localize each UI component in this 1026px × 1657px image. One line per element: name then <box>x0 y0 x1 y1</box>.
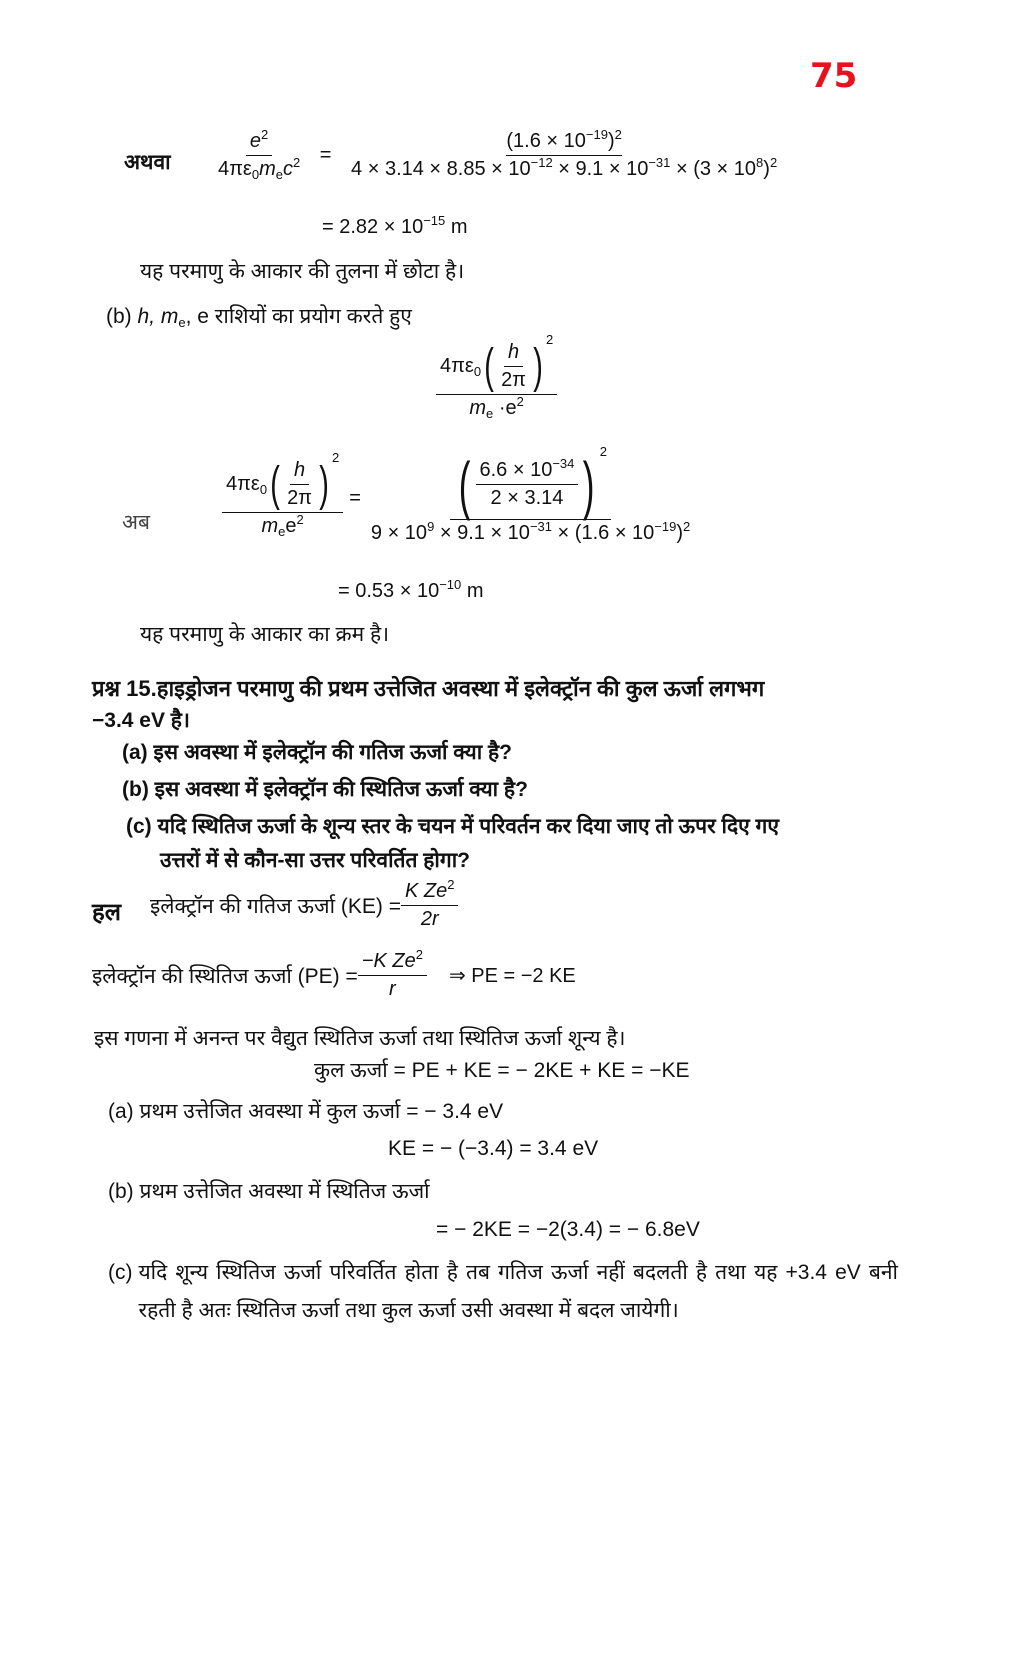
paren: ) <box>607 130 615 152</box>
exp: −10 <box>439 577 462 592</box>
label: (c) <box>108 1261 133 1284</box>
question-15-line2: −3.4 eV है। <box>92 709 190 732</box>
formula-classical-radius <box>214 127 781 182</box>
text: × (1.6 × 10 <box>552 521 655 544</box>
exp: 2 <box>261 127 269 142</box>
h-over-2pi <box>497 341 530 392</box>
text: इस अवस्था में इलेक्ट्रॉन की गतिज ऊर्जा क्या है? <box>153 741 512 764</box>
exp: 2 <box>769 155 778 170</box>
exp: 2 <box>545 332 554 347</box>
var-c: c <box>282 158 293 180</box>
den: 2π <box>287 487 312 510</box>
question-text: हाइड्रोजन परमाणु की प्रथम उत्तेजित अवस्था में इलेक्ट्रॉन की कुल ऊर्जा लगभग <box>156 676 765 701</box>
question-part-a <box>122 738 512 766</box>
label-athava: अथवा <box>124 151 171 174</box>
label-ab: अब <box>122 511 151 534</box>
bohr-radius-calc <box>222 444 694 545</box>
den: 2 × 3.14 <box>490 487 564 510</box>
sub: e <box>486 406 494 422</box>
question-part-c <box>126 812 779 840</box>
solution-b-result: = − 2KE = −2(3.4) = − 6.8eV <box>436 1218 700 1241</box>
pe-formula <box>92 947 576 1001</box>
label: (c) <box>126 815 152 838</box>
implies: ⇒ PE = −2 KE <box>448 965 576 987</box>
text: 4πε <box>440 355 474 377</box>
exp: −34 <box>552 456 575 472</box>
result-2-82 <box>322 213 468 239</box>
question-part-b <box>122 775 528 803</box>
sub: e <box>178 315 186 330</box>
text: ·e <box>493 397 517 420</box>
exp: 8 <box>756 155 764 170</box>
total-energy: कुल ऊर्जा = PE + KE = − 2KE + KE = −KE <box>314 1059 690 1082</box>
exp: 2 <box>683 518 691 534</box>
equals-sign: = <box>349 486 361 509</box>
exp: 2 <box>296 512 304 528</box>
text: राशियों का प्रयोग करते हुए <box>208 305 412 328</box>
var-m: m <box>259 158 276 180</box>
var-e: e <box>249 130 262 152</box>
result-text: = 0.53 × 10 <box>338 580 440 602</box>
sub: e <box>278 524 286 540</box>
den-text: 4πε <box>218 158 252 180</box>
infinity-note: इस गणना में अनन्त पर वैद्युत स्थितिज ऊर्जा तथा स्थितिज ऊर्जा शून्य है। <box>94 1027 626 1050</box>
exp: 2 <box>447 877 455 892</box>
expr-fraction: $4\pi\varepsilon_0$( $\frac{h}{2\pi}$ )$^2$ $m_e \cdot e^2$ <box>436 340 557 420</box>
exp: 2 <box>331 450 340 466</box>
sub: 0 <box>473 364 482 379</box>
inner-fraction <box>476 456 579 510</box>
page-number: 75 <box>810 56 858 96</box>
exp: −15 <box>423 213 446 228</box>
text: 9 × 10 <box>370 521 428 544</box>
label: (b) <box>122 778 149 801</box>
conclusion-a: यह परमाणु के आकार की तुलना में छोटा है। <box>140 260 465 283</box>
solution-a-result: KE = − (−3.4) = 3.4 eV <box>388 1137 599 1160</box>
unit: m <box>445 216 468 238</box>
result-text: = 2.82 × 10 <box>322 216 424 238</box>
den: r <box>389 978 396 1000</box>
label: (a) <box>122 741 148 764</box>
ke-fraction <box>401 877 458 931</box>
ke-formula <box>150 877 458 931</box>
exp: −31 <box>529 518 552 534</box>
text: × 9.1 × 10 <box>434 521 530 544</box>
exp: 2 <box>599 444 607 459</box>
sub: 0 <box>251 167 260 182</box>
solution-label: हल <box>92 899 122 926</box>
var-m: m <box>261 515 279 538</box>
text: इलेक्ट्रॉन की गतिज ऊर्जा (KE) = <box>150 894 401 918</box>
rhs-fraction: ( $\frac{6.6 \times 10^{-34}}{2 \times 3.14}$ ) $^2$ $9 \times 10^9 \times 9.1 \times 10^{-31} \times (1.6 \times 10^{-19})^2$ <box>370 444 691 544</box>
paren: ) <box>676 521 684 544</box>
text: इस अवस्था में इलेक्ट्रॉन की स्थितिज ऊर्जा क्या है? <box>154 778 528 801</box>
exp: 2 <box>415 947 423 962</box>
paren: ) <box>763 158 770 180</box>
exp: 2 <box>516 394 524 410</box>
den: 2r <box>420 908 439 930</box>
den: 2π <box>501 369 526 392</box>
question-label: प्रश्न 15. <box>92 676 157 701</box>
label: (b) <box>106 305 132 328</box>
bohr-radius-expression <box>436 332 557 422</box>
num-text: (1.6 × 10 <box>506 130 586 152</box>
text: इलेक्ट्रॉन की स्थितिज ऊर्जा (PE) = <box>92 964 358 988</box>
result-0-53 <box>338 577 484 603</box>
exp: −12 <box>530 155 553 170</box>
exp: −19 <box>585 127 608 142</box>
text: 6.6 × 10 <box>479 459 553 482</box>
var-m: m <box>469 397 487 420</box>
question-part-c-line2: उत्तरों में से कौन-सा उत्तर परिवर्तित होगा? <box>160 849 470 872</box>
sub: 0 <box>259 482 268 498</box>
exp: 2 <box>292 155 301 170</box>
rhs-fraction <box>347 127 781 181</box>
num: −K Ze <box>361 950 416 972</box>
question-15-line1 <box>92 673 764 703</box>
exp: 2 <box>614 127 622 142</box>
text: 4πε <box>226 473 260 496</box>
solution-a: (a) प्रथम उत्तेजित अवस्था में कुल ऊर्जा = − 3.4 eV <box>108 1100 504 1123</box>
exp: 9 <box>427 518 435 534</box>
lhs-fraction <box>214 127 304 182</box>
unit: m <box>461 580 484 602</box>
solution-c <box>108 1254 898 1330</box>
text: यदि स्थितिज ऊर्जा के शून्य स्तर के चयन में परिवर्तन कर दिया जाए तो ऊपर दिए गए <box>157 815 779 838</box>
vars: , e <box>185 305 209 328</box>
h-over-2pi <box>283 459 316 510</box>
part-b-intro <box>106 302 412 330</box>
var-e: e <box>285 515 297 538</box>
equals-sign: = <box>319 143 332 166</box>
pe-fraction <box>358 947 427 1001</box>
text: यदि शून्य स्थितिज ऊर्जा परिवर्तित होता है तब गतिज ऊर्जा नहीं बदलती है तथा यह +3.4 eV बनी रहती है अतः स्थितिज ऊर्जा तथा कुल ऊर्जा उसी अवस्था में बदल जायेगी। <box>138 1261 898 1322</box>
sub: e <box>275 167 283 182</box>
var-h: h <box>507 341 520 364</box>
conclusion-b: यह परमाणु के आकार का क्रम है। <box>140 623 390 646</box>
exp: −19 <box>654 518 677 534</box>
solution-b: (b) प्रथम उत्तेजित अवस्था में स्थितिज ऊर्जा <box>108 1180 430 1203</box>
num: K Ze <box>405 880 448 902</box>
den-text: 4 × 3.14 × 8.85 × 10 <box>351 158 531 180</box>
lhs-fraction: $4\pi\varepsilon_0$( $\frac{h}{2\pi}$ )$^2$ $m_ee^2$ <box>222 458 343 538</box>
den-text: × (3 × 10 <box>670 158 757 180</box>
exp: −31 <box>648 155 671 170</box>
vars: h, m <box>137 305 179 328</box>
var-h: h <box>293 459 306 482</box>
den-text: × 9.1 × 10 <box>552 158 649 180</box>
